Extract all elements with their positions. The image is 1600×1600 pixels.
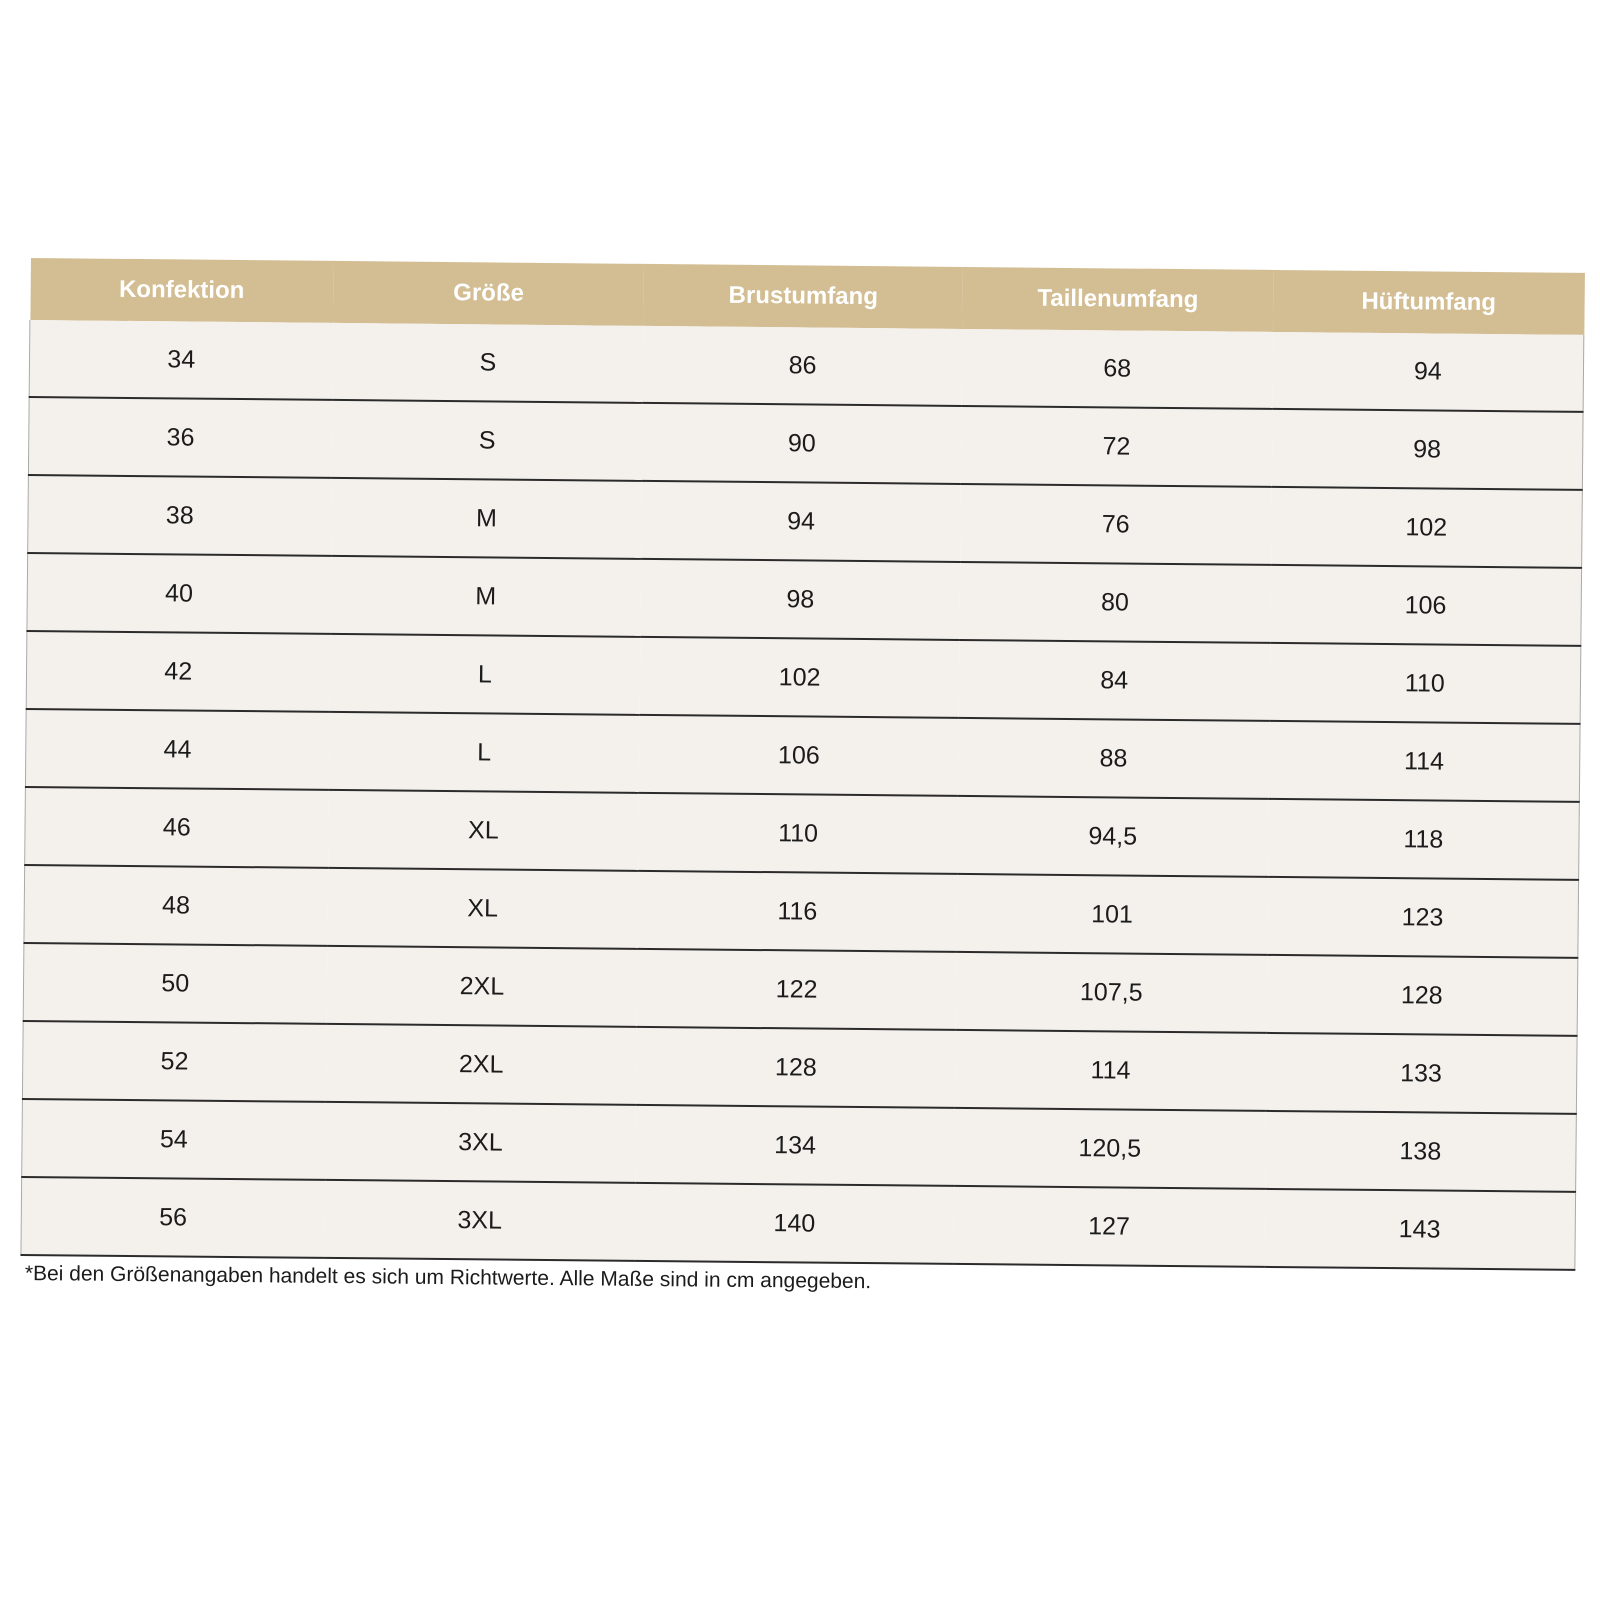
cell-taillenumfang: 84 xyxy=(959,640,1271,721)
cell-konfektion: 38 xyxy=(28,475,332,556)
cell-brustumfang: 110 xyxy=(638,793,957,874)
cell-taillenumfang: 101 xyxy=(956,874,1268,955)
header-groesse: Größe xyxy=(333,261,644,326)
cell-brustumfang: 140 xyxy=(635,1183,954,1264)
cell-groesse: L xyxy=(328,712,640,793)
cell-konfektion: 54 xyxy=(22,1099,326,1180)
cell-groesse: 3XL xyxy=(324,1180,636,1261)
cell-groesse: L xyxy=(329,634,641,715)
table-row xyxy=(26,631,1581,724)
cell-brustumfang: 122 xyxy=(637,949,956,1030)
cell-brustumfang: 102 xyxy=(640,637,959,718)
cell-konfektion: 52 xyxy=(22,1021,326,1102)
size-chart xyxy=(20,258,1585,1271)
cell-groesse: S xyxy=(331,400,643,481)
cell-hueftumfang: 114 xyxy=(1269,721,1581,802)
cell-brustumfang: 128 xyxy=(636,1027,955,1108)
cell-hueftumfang: 110 xyxy=(1269,643,1581,724)
cell-hueftumfang: 106 xyxy=(1270,565,1582,646)
cell-groesse: XL xyxy=(327,868,639,949)
cell-taillenumfang: 76 xyxy=(960,484,1272,565)
cell-hueftumfang: 94 xyxy=(1272,332,1584,412)
cell-konfektion: 50 xyxy=(23,943,327,1024)
cell-brustumfang: 94 xyxy=(641,481,960,562)
cell-groesse: 3XL xyxy=(325,1102,637,1183)
cell-taillenumfang: 114 xyxy=(955,1030,1267,1111)
table-row xyxy=(23,943,1578,1036)
cell-hueftumfang: 143 xyxy=(1264,1189,1576,1270)
cell-groesse: XL xyxy=(328,790,640,871)
cell-groesse: M xyxy=(331,478,643,559)
cell-taillenumfang: 94,5 xyxy=(957,796,1269,877)
cell-brustumfang: 90 xyxy=(642,403,961,484)
cell-hueftumfang: 123 xyxy=(1267,877,1579,958)
table-row xyxy=(25,709,1580,802)
table-row xyxy=(28,397,1583,490)
cell-taillenumfang: 127 xyxy=(953,1186,1265,1267)
cell-taillenumfang: 120,5 xyxy=(954,1108,1266,1189)
cell-brustumfang: 106 xyxy=(639,715,958,796)
cell-taillenumfang: 68 xyxy=(961,329,1273,409)
cell-konfektion: 56 xyxy=(21,1177,325,1258)
cell-hueftumfang: 102 xyxy=(1271,487,1583,568)
cell-brustumfang: 116 xyxy=(638,871,957,952)
cell-konfektion: 42 xyxy=(26,631,330,712)
table-row xyxy=(25,787,1580,880)
cell-brustumfang: 134 xyxy=(635,1105,954,1186)
size-table xyxy=(20,258,1585,1271)
header-hueftumfang: Hüftumfang xyxy=(1273,270,1584,335)
cell-konfektion: 48 xyxy=(24,865,328,946)
cell-hueftumfang: 138 xyxy=(1265,1111,1577,1192)
table-row xyxy=(22,1021,1577,1114)
table-row xyxy=(27,553,1582,646)
header-brustumfang: Brustumfang xyxy=(644,264,963,329)
cell-taillenumfang: 80 xyxy=(959,562,1271,643)
cell-groesse: S xyxy=(332,323,644,403)
table-row xyxy=(22,1099,1577,1192)
cell-konfektion: 40 xyxy=(27,553,331,634)
cell-konfektion: 44 xyxy=(25,709,329,790)
cell-groesse: 2XL xyxy=(326,946,638,1027)
table-row xyxy=(21,1177,1576,1270)
cell-brustumfang: 86 xyxy=(643,326,962,406)
cell-hueftumfang: 133 xyxy=(1266,1033,1578,1114)
cell-taillenumfang: 72 xyxy=(961,406,1273,487)
table-row xyxy=(24,865,1579,958)
table-row xyxy=(29,320,1584,412)
cell-groesse: M xyxy=(330,556,642,637)
header-taillenumfang: Taillenumfang xyxy=(962,267,1273,332)
cell-hueftumfang: 128 xyxy=(1266,955,1578,1036)
header-konfektion: Konfektion xyxy=(30,258,334,323)
cell-groesse: 2XL xyxy=(325,1024,637,1105)
table-row xyxy=(28,475,1583,568)
cell-konfektion: 46 xyxy=(25,787,329,868)
cell-konfektion: 34 xyxy=(29,320,333,400)
cell-konfektion: 36 xyxy=(28,397,332,478)
cell-hueftumfang: 98 xyxy=(1272,409,1584,490)
footnote: *Bei den Größenangaben handelt es sich um Richtwerte. Alle Maße sind in cm angegeben. xyxy=(24,1262,872,1294)
cell-taillenumfang: 88 xyxy=(958,718,1270,799)
cell-taillenumfang: 107,5 xyxy=(956,952,1268,1033)
cell-brustumfang: 98 xyxy=(641,559,960,640)
cell-hueftumfang: 118 xyxy=(1268,799,1580,880)
